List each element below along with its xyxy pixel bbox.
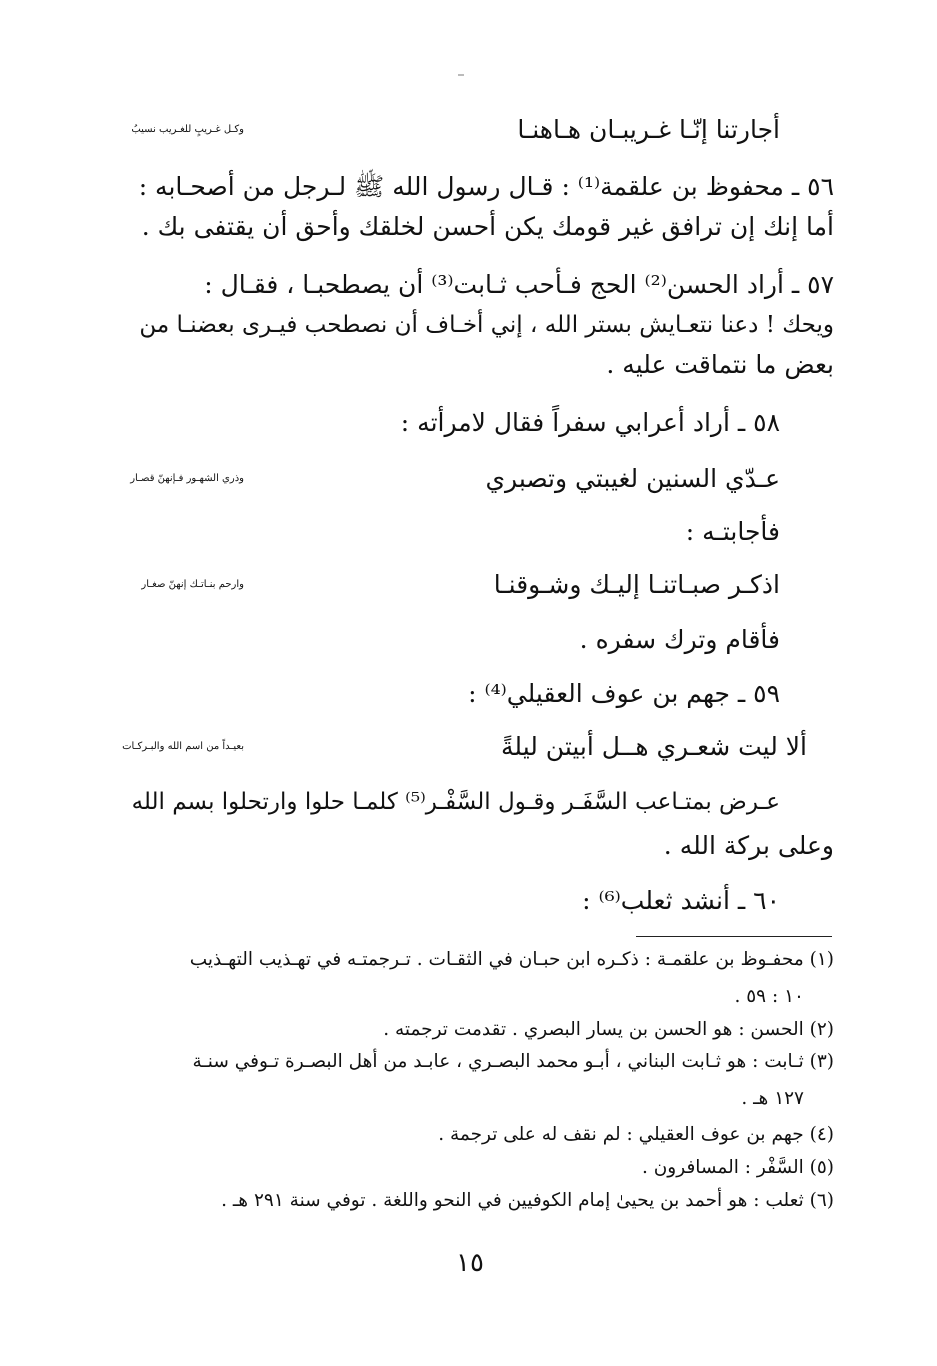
paragraph-58-line-1: ٥٨ ـ أراد أعرابي سفراً فقال لامرأته : (400, 408, 780, 437)
verse-4-second-hemistich: بعيـداً من اسم الله والبـركـات (122, 741, 244, 752)
verse-3-first-hemistich: اذكـر صبـاتنـا إليـك وشـوقنـا (493, 570, 780, 599)
paragraph-58-answer: فأجابتـه : (685, 517, 780, 546)
footnote-6: (٦) ثعلب : هو أحمد بن يحيىٰ إمام الكوفيين في النحو واللغة . توفي سنة ٢٩١ هـ . (221, 1190, 834, 1211)
paragraph-57-line-3: بعض ما نتماقت عليه . (606, 350, 834, 379)
verse-2-second-hemistich: وذري الشهـور فـإنهنّ قصـار (130, 473, 244, 484)
paragraph-56-line-2: أما إنك إن ترافق غير قومك يكن أحسن لخلقك وأحق أن يقتفى بك . (141, 212, 834, 241)
footnote-2: (٢) الحسن : هو الحسن بن يسار البصري . تقدمت ترجمته . (383, 1019, 834, 1040)
footnote-5: (٥) السَّفْر : المسافرون . (641, 1157, 834, 1178)
footnote-1-line-1: (١) محفـوظ بن علقمـة : ذكـره ابن حبـان في الثقـات . تـرجمتـه في تهـذيب التهـذيب (189, 949, 834, 970)
paragraph-59-line-3: وعلى بركة الله . (663, 831, 834, 860)
verse-1-first-hemistich: أجارتنا إنّـا غـريبـان هـاهنـا (517, 115, 780, 144)
footnote-1-line-2: ١٠ : ٥٩ . (734, 986, 804, 1007)
verse-2-first-hemistich: عـدّي السنين لغيبتي وتصبري (485, 464, 780, 493)
paragraph-57-line-1: ٥٧ ـ أراد الحسن⁽²⁾ الحج فـأحب ثـابت⁽³⁾ أن يصطحبـا ، فقـال : (204, 270, 834, 299)
verse-1-second-hemistich: وكـل غـريبٍ للغـريب نسيبُ (131, 124, 244, 135)
paragraph-59-line-1: ٥٩ ـ جهم بن عوف العقيلي⁽⁴⁾ : (468, 679, 780, 708)
footnote-3-line-1: (٣) ثـابت : هو ثـابت البناني ، أبـو محمد البصـري ، عابـد من أهل البصـرة تـوفي سنـة (192, 1051, 834, 1072)
verse-3-second-hemistich: وارحم بنـاتـك إنهنّ صغـار (141, 579, 244, 590)
footnote-separator (636, 936, 832, 937)
paragraph-57-line-2: ويحك ! دعنا نتعـايش بستر الله ، إني أخـاف أن نصطحب فيـرى بعضنـا من (139, 312, 834, 338)
verse-4-first-hemistich: ألا ليت شعـري هــل أبيتن ليلةً (501, 732, 807, 761)
scan-speck (458, 74, 464, 76)
paragraph-56-line-1: ٥٦ ـ محفوظ بن علقمة⁽¹⁾ : قـال رسول الله ﷺ لـرجل من أصحـابه : (138, 172, 834, 201)
page-number: ١٥ (456, 1248, 484, 1278)
footnote-3-line-2: ١٢٧ هـ . (741, 1088, 804, 1109)
paragraph-59-line-2: عـرض بمتـاعب السَّفَـر وقـول السَّفْـر⁽⁵⁾ كلمـا حلوا وارتحلوا بسم الله (131, 789, 780, 815)
paragraph-60-line-1: ٦٠ ـ أنشد ثعلب⁽⁶⁾ : (582, 886, 780, 915)
paragraph-58-end: فأقام وترك سفره . (579, 625, 780, 654)
footnote-4: (٤) جهم بن عوف العقيلي : لم نقف له على ترجمة . (438, 1124, 834, 1145)
